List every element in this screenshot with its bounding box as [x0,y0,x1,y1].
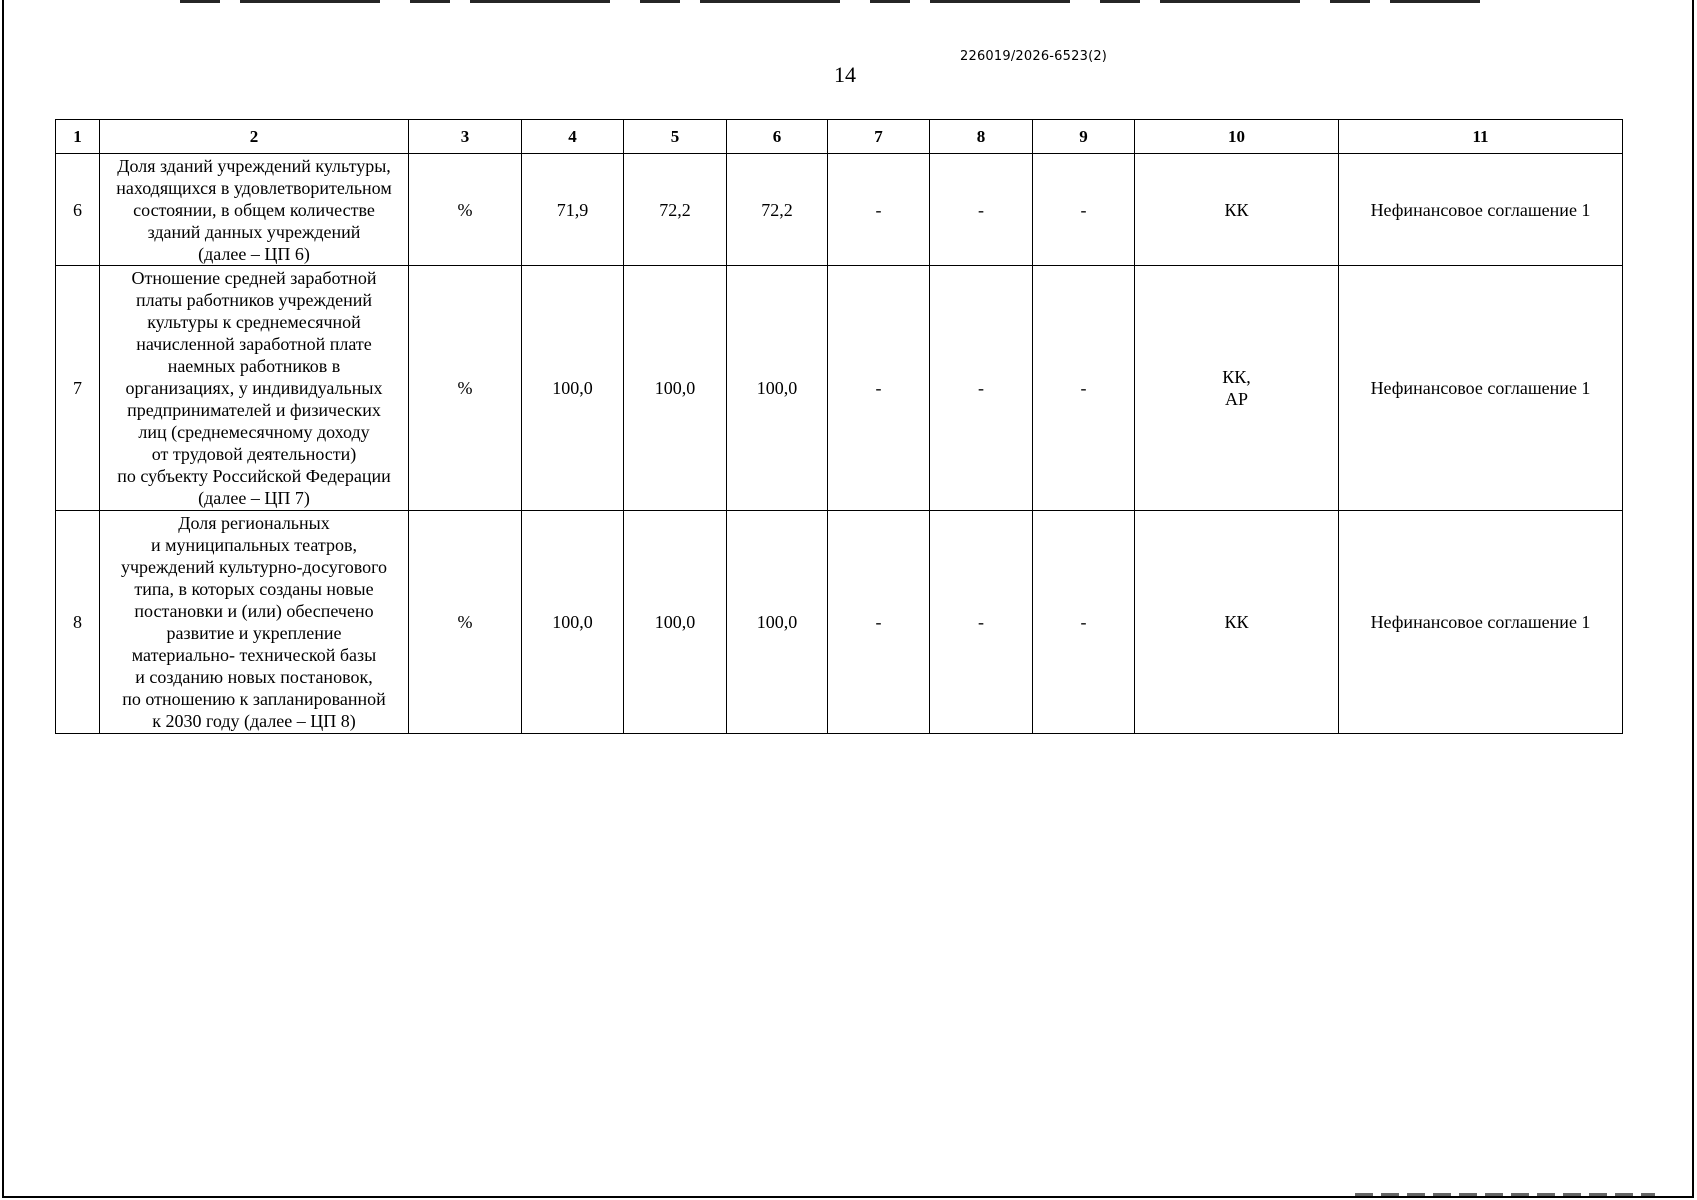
indicator-description [100,154,409,266]
value-cell: - [828,511,930,734]
column-header: 5 [624,120,727,154]
description-line: учреждений культурно-досугового [120,557,388,577]
description-line: состоянии, в общем количестве [133,199,375,220]
description-line: Доля региональных [178,513,330,533]
row-number: 7 [56,266,100,511]
value-cell: 71,9 [522,154,624,266]
value-cell: 100,0 [727,266,828,511]
indicators-table [55,119,1623,734]
value-cell: - [1033,154,1135,266]
column-header: 1 [56,120,100,154]
description-line: от трудовой деятельности) [151,444,357,464]
value-cell: - [828,266,930,511]
row-number: 8 [56,511,100,734]
value-cell: 100,0 [624,511,727,734]
value-cell: 100,0 [727,511,828,734]
column-header: 3 [409,120,522,154]
responsible-cell [1135,154,1339,266]
value-cell: - [930,154,1033,266]
description-line: зданий данных учреждений [147,221,361,242]
table-row [56,266,1623,511]
description-line: к 2030 году (далее – ЦП 8) [152,711,356,731]
description-line: лиц (среднемесячному доходу [138,422,370,442]
description-line: постановки и (или) обеспечено [134,601,374,621]
description-line: и муниципальных театров, [151,535,357,555]
column-header: 6 [727,120,828,154]
column-header: 2 [100,120,409,154]
responsible-line: КК [1224,612,1249,632]
responsible-cell [1135,266,1339,511]
description-line: по отношению к запланированной [122,689,386,709]
value-cell: - [1033,266,1135,511]
agreement-cell: Нефинансовое соглашение 1 [1339,266,1623,511]
unit-cell: % [409,266,522,511]
value-cell: - [1033,511,1135,734]
description-line: Доля зданий учреждений культуры, [117,155,391,176]
row-number: 6 [56,154,100,266]
value-cell: - [930,266,1033,511]
responsible-line: КК, [1222,367,1251,387]
column-header: 8 [930,120,1033,154]
responsible-line: КК [1224,199,1249,220]
description-line: платы работников учреждений [136,290,372,310]
table-header-row [56,120,1623,154]
value-cell: 72,2 [727,154,828,266]
description-line: по субъекту Российской Федерации [117,466,391,486]
description-line: организациях, у индивидуальных [125,378,383,398]
value-cell: - [930,511,1033,734]
unit-cell: % [409,154,522,266]
value-cell: 100,0 [522,266,624,511]
table-row [56,511,1623,734]
value-cell: - [828,154,930,266]
description-line: типа, в которых созданы новые [134,579,374,599]
responsible-line: АР [1224,389,1248,409]
description-line: Отношение средней заработной [131,268,377,288]
unit-cell: % [409,511,522,734]
document-code: 226019/2026-6523(2) [960,49,1108,64]
description-line: (далее – ЦП 6) [198,243,310,264]
scan-artifact-top [180,0,1480,3]
description-line: развитие и укрепление [166,623,342,643]
description-line: начисленной заработной плате [136,334,372,354]
value-cell: 100,0 [522,511,624,734]
column-header: 11 [1339,120,1623,154]
description-line: и созданию новых постановок, [135,667,373,687]
value-cell: 72,2 [624,154,727,266]
scan-artifact-bottom [1355,1193,1655,1197]
description-line: культуры к среднемесячной [147,312,361,332]
agreement-cell: Нефинансовое соглашение 1 [1339,511,1623,734]
description-line: находящихся в удовлетворительном [116,177,392,198]
table-row [56,154,1623,266]
indicator-description [100,511,409,734]
agreement-cell: Нефинансовое соглашение 1 [1339,154,1623,266]
column-header: 9 [1033,120,1135,154]
description-line: (далее – ЦП 7) [198,488,310,508]
page-number: 14 [834,62,856,87]
value-cell: 100,0 [624,266,727,511]
description-line: наемных работников в [167,356,341,376]
responsible-cell [1135,511,1339,734]
column-header: 4 [522,120,624,154]
indicator-description [100,266,409,511]
column-header: 7 [828,120,930,154]
description-line: материально- технической базы [131,645,377,665]
description-line: предпринимателей и физических [127,400,381,420]
column-header: 10 [1135,120,1339,154]
